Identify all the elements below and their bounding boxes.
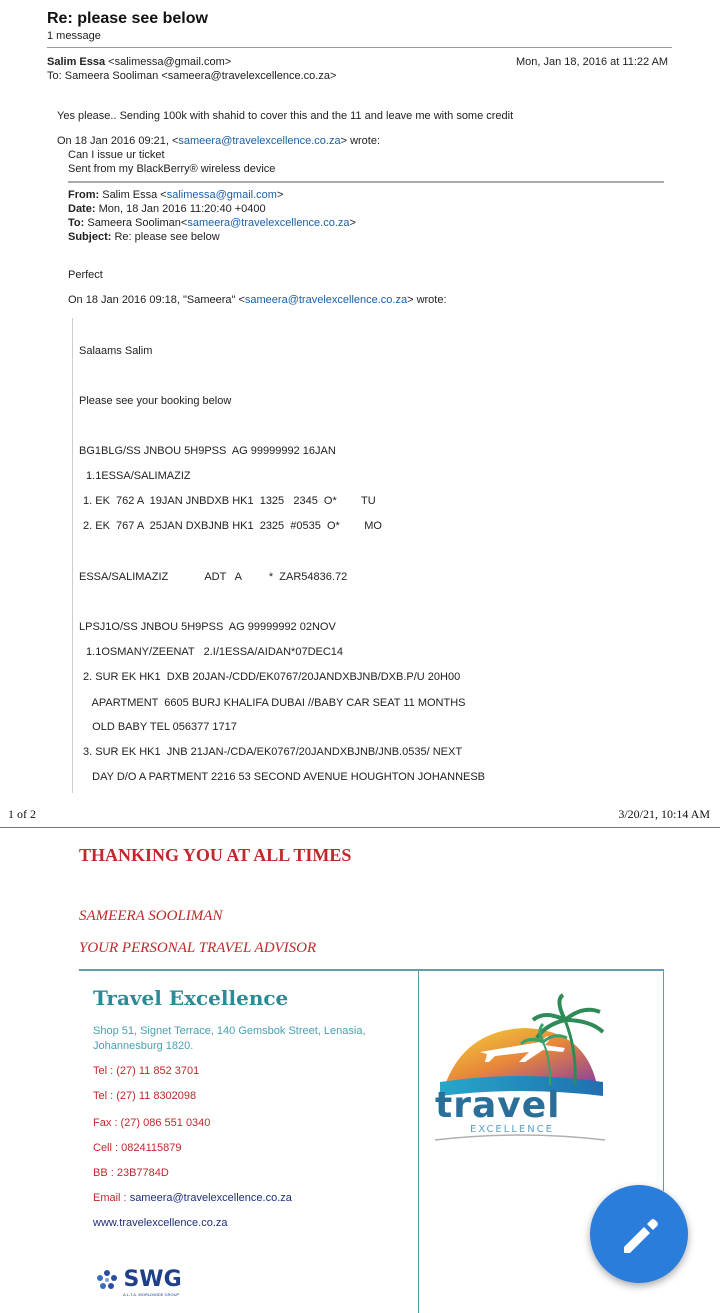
fwd-from-email-link[interactable]: salimessa@gmail.com [166,189,277,201]
recipient-line: To: Sameera Sooliman <sameera@travelexcellence.co.za> [47,70,337,82]
pnr-line: APARTMENT 6605 BURJ KHALIFA DUBAI //BABY CAR SEAT 11 MONTHS [83,697,466,709]
pnr-line: 2. EK 767 A 25JAN DXBJNB HK1 2325 #0535 O* MO [83,520,382,532]
quote1-email-link[interactable]: sameera@travelexcellence.co.za [178,135,341,147]
logo-word: travel [435,1085,561,1126]
tel1: Tel : (27) 11 852 3701 [93,1065,200,1077]
pnr-line: 2. SUR EK HK1 DXB 20JAN-/CDD/EK0767/20JANDXBJNB/DXB.P/U 20H00 [83,671,461,683]
fwd-date: Date: Mon, 18 Jan 2016 11:20:40 +0400 [68,203,266,215]
edit-fab-button[interactable] [590,1185,688,1283]
page-number: 1 of 2 [8,807,36,821]
address-line1: Shop 51, Signet Terrace, 140 Gemsbok Street, Lenasia, [93,1025,366,1037]
quote1-header: On 18 Jan 2016 09:21, <sameera@travelexcellence.co.za> wrote: [57,135,381,147]
greeting: Salaams Salim [79,345,153,357]
sender-line [47,56,231,68]
booking-intro: Please see your booking below [79,395,232,407]
bb-pin: BB : 23B7784D [93,1167,169,1179]
pnr-line: ESSA/SALIMAZIZ ADT A * ZAR54836.72 [79,571,348,583]
fwd-subject: Subject: Re: please see below [68,231,220,243]
website-link[interactable]: www.travelexcellence.co.za [93,1217,228,1229]
swg-subtitle: A.L.T.A. WORLDWIDE GROUP [123,1292,180,1297]
sender-email[interactable]: <salimessa@gmail.com> [108,56,232,68]
email-subject: Re: please see below [47,10,208,27]
quote2-header: On 18 Jan 2016 09:18, "Sameera" <sameera@travelexcellence.co.za> wrote: [68,294,447,306]
pnr-line: 1.1ESSA/SALIMAZIZ [83,470,191,482]
company-name: Travel Excellence [93,986,289,1010]
email-date: Mon, Jan 18, 2016 at 11:22 AM [516,56,669,68]
pnr-line: BG1BLG/SS JNBOU 5H9PSS AG 99999992 16JAN [79,445,336,457]
fax: Fax : (27) 086 551 0340 [93,1117,211,1129]
address-line2: Johannesburg 1820. [93,1040,194,1052]
perfect-text: Perfect [68,269,103,281]
tel2: Tel : (27) 11 8302098 [93,1090,197,1102]
quote1-line2: Sent from my BlackBerry® wireless device [68,163,276,175]
pnr-line: 1. EK 762 A 19JAN JNBDXB HK1 1325 2345 O* TU [83,495,376,507]
fwd-to: To: Sameera Sooliman<sameera@travelexcellence.co.za> [68,217,356,229]
swg-text: SWG [123,1267,182,1292]
pnr-line: 1.1OSMANY/ZEENAT 2.I/1ESSA/AIDAN*07DEC14 [83,646,344,658]
pnr-line: OLD BABY TEL 056377 1717 [83,721,237,733]
travel-logo [425,990,615,1150]
cell: Cell : 0824115879 [93,1142,182,1154]
signature-email: Email : sameera@travelexcellence.co.za [93,1192,292,1204]
logo-subword: EXCELLENCE [470,1124,554,1135]
signature-email-link[interactable]: sameera@travelexcellence.co.za [129,1192,292,1204]
swg-logo [95,1267,182,1297]
signature-name: SAMEERA SOOLIMAN [79,908,223,924]
pencil-icon [590,1185,688,1283]
quote2-email-link[interactable]: sameera@travelexcellence.co.za [244,294,408,306]
print-timestamp: 3/20/21, 10:14 AM [618,807,710,821]
message-count: 1 message [47,30,101,42]
swg-dots-icon [95,1269,119,1291]
fwd-to-email-link[interactable]: sameera@travelexcellence.co.za [187,217,350,229]
email-body: Yes please.. Sending 100k with shahid to cover this and the 11 and leave me with some credit [57,110,514,122]
signature-role: YOUR PERSONAL TRAVEL ADVISOR [79,940,317,956]
pnr-line: DAY D/O A PARTMENT 2216 53 SECOND AVENUE HOUGHTON JOHANNESB [83,771,486,783]
print-footer [0,797,720,828]
quote1-line1: Can I issue ur ticket [68,149,165,161]
pnr-line: 3. SUR EK HK1 JNB 21JAN-/CDA/EK0767/20JANDXBJNB/JNB.0535/ NEXT [83,746,463,758]
sender-name: Salim Essa [47,56,106,68]
pnr-line: LPSJ1O/SS JNBOU 5H9PSS AG 99999992 02NOV [79,621,336,633]
signature-thanks: THANKING YOU AT ALL TIMES [79,845,352,865]
fwd-from: From: Salim Essa <salimessa@gmail.com> [68,189,284,201]
quote-bar [72,318,73,793]
